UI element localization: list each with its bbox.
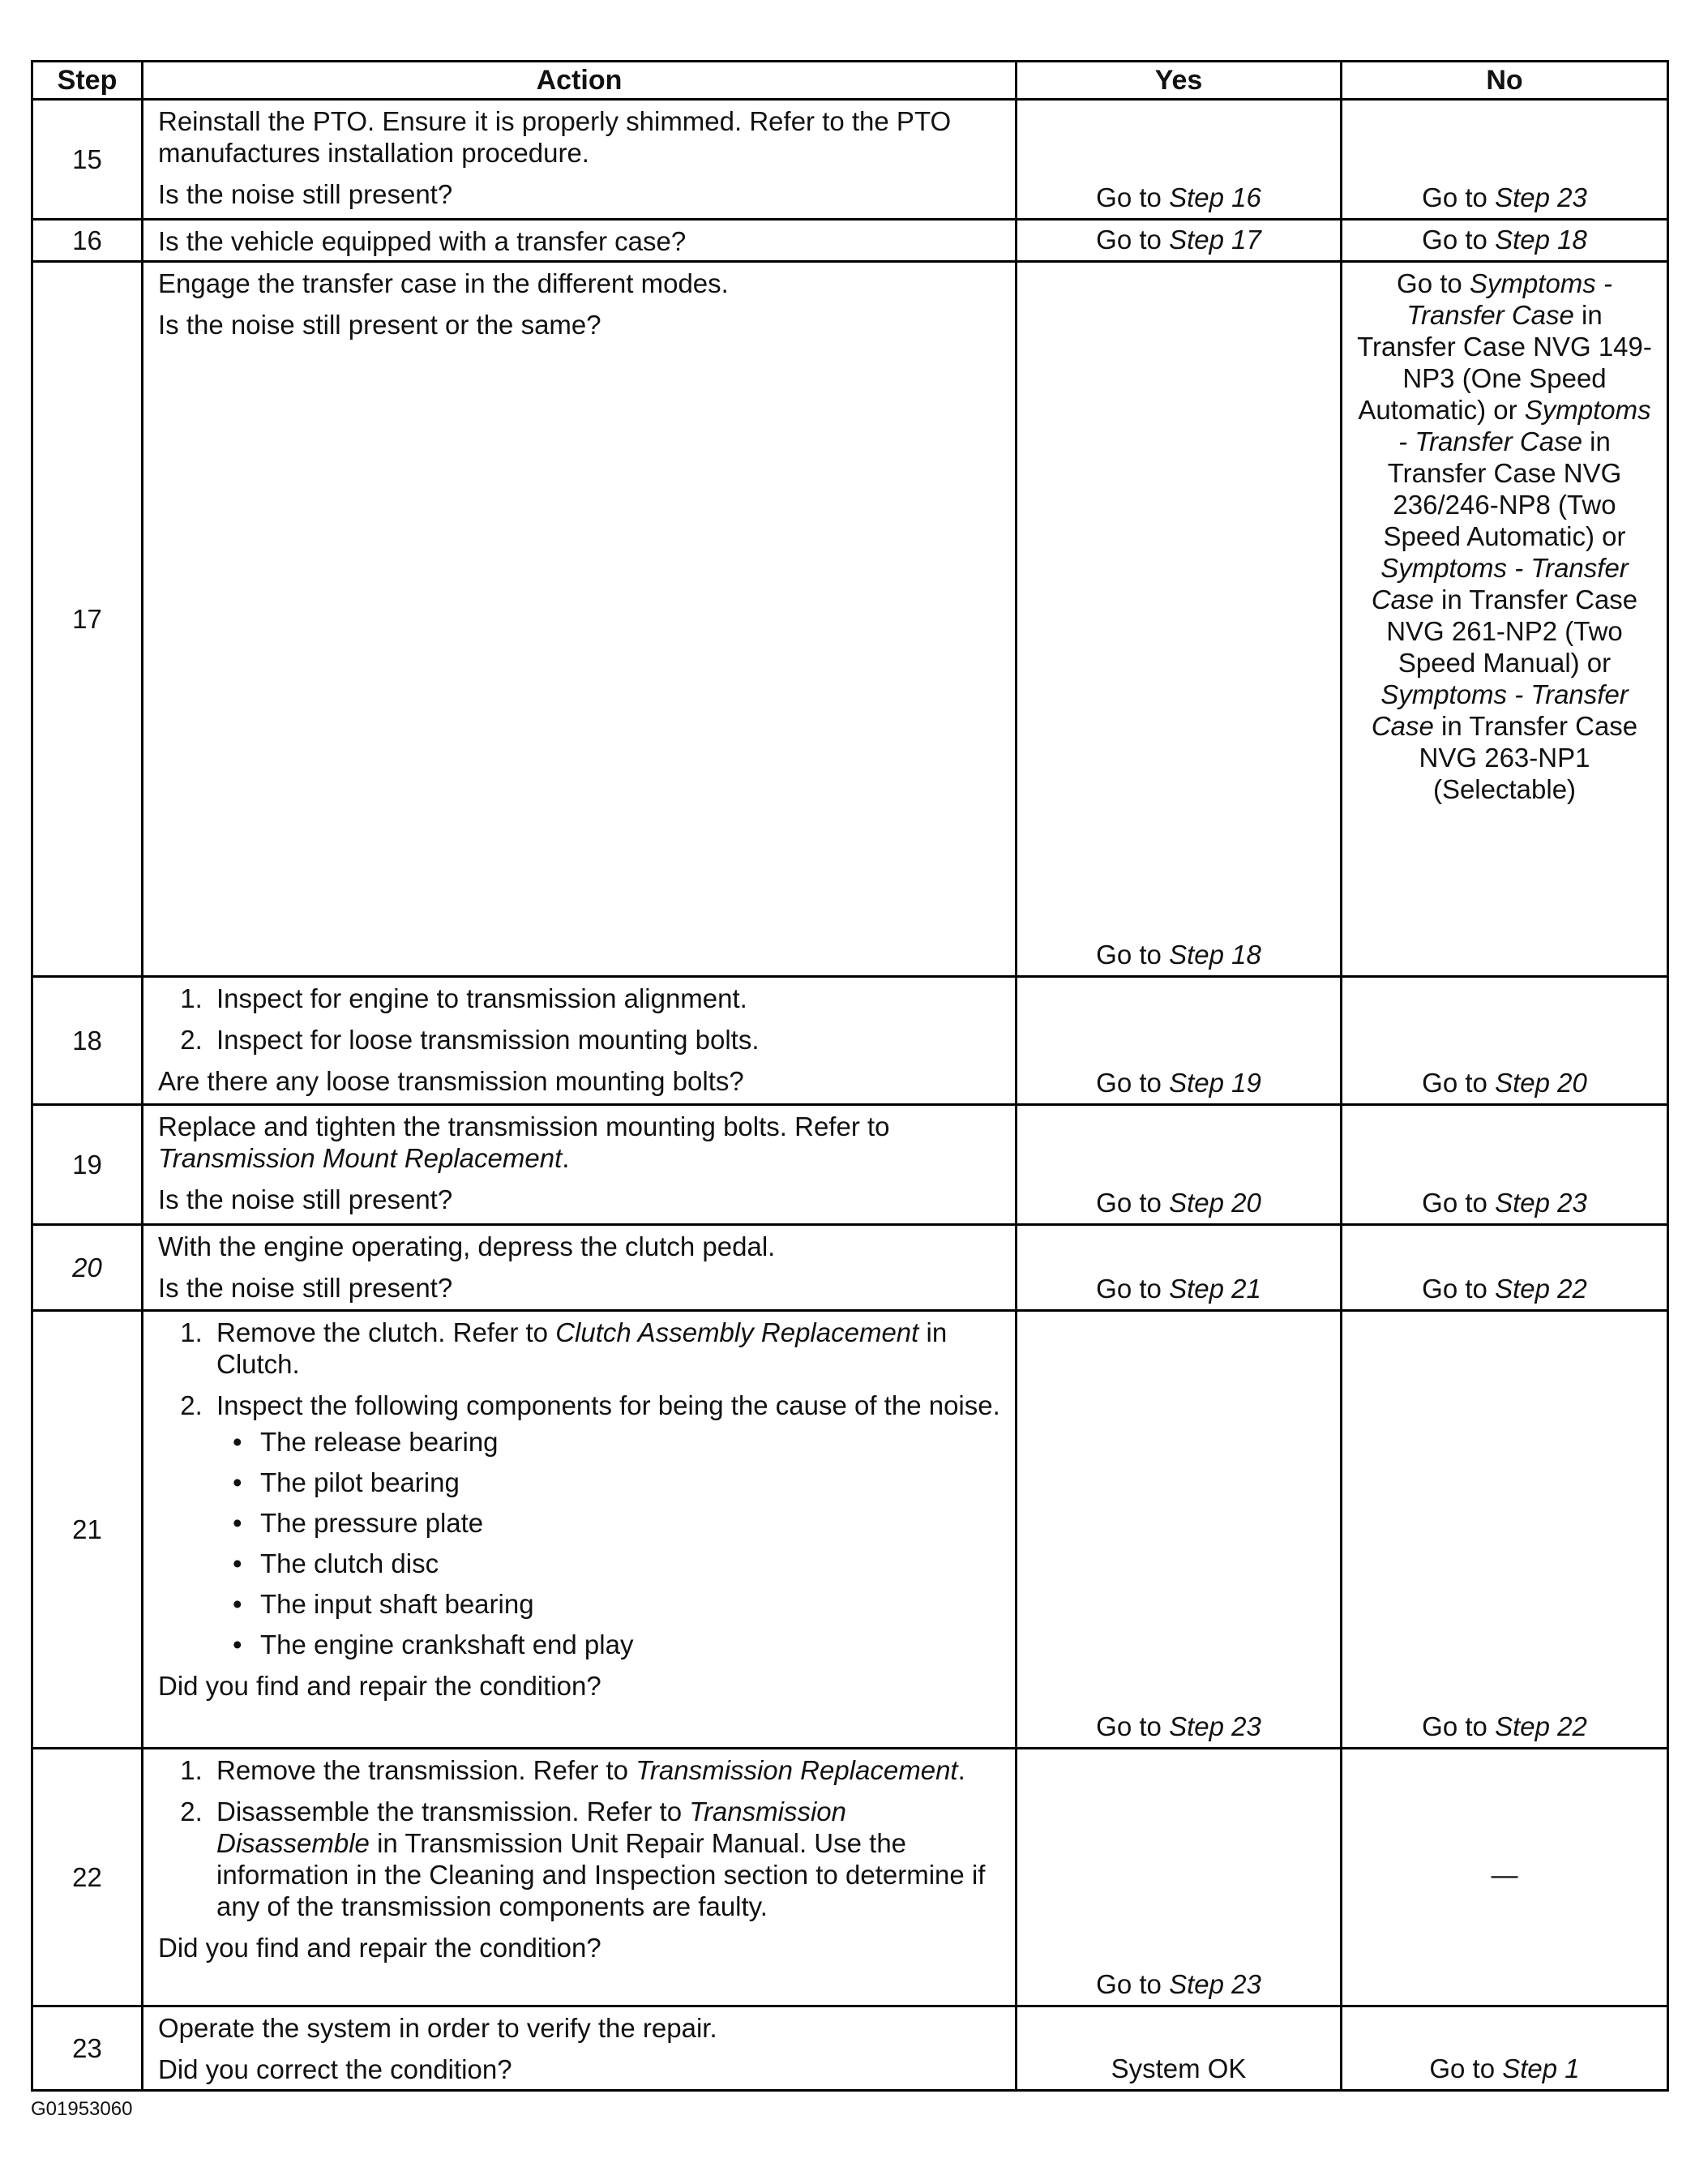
action-list — [158, 983, 1004, 1056]
action-cell — [143, 2006, 1017, 2091]
question-text: Did you find and repair the condition? — [158, 1671, 601, 1701]
procedure-link[interactable]: Transmission Replacement — [636, 1755, 958, 1785]
action-text-part: Replace and tighten the transmission mounting bolts. Refer to — [158, 1111, 890, 1141]
no-cell — [1342, 1311, 1668, 1749]
goto-prefix: Go to — [1422, 182, 1487, 212]
goto-prefix: Go to — [1422, 1188, 1487, 1218]
action-text: Engage the transfer case in the different modes. — [158, 268, 729, 298]
table-row-step-16 — [32, 220, 1668, 262]
goto-prefix: Go to — [1422, 225, 1487, 255]
action-list — [158, 1754, 1004, 1922]
table-row-step-22 — [32, 1749, 1668, 2006]
no-cell — [1342, 977, 1668, 1105]
yes-cell: System OK — [1017, 2006, 1342, 2091]
step-number — [32, 1225, 143, 1311]
question-text: Is the noise still present? — [158, 1184, 453, 1214]
step-number: 18 — [32, 977, 143, 1105]
step-link[interactable]: Step 17 — [1169, 225, 1261, 255]
list-item — [210, 1317, 1004, 1380]
no-cell — [1342, 220, 1668, 262]
goto-prefix: Go to — [1397, 268, 1462, 298]
goto-prefix: Go to — [1096, 1188, 1162, 1218]
action-list — [158, 1317, 1004, 1660]
yes-cell — [1017, 220, 1342, 262]
yes-cell — [1017, 1311, 1342, 1749]
list-item-text: in Clutch. — [216, 1317, 948, 1379]
question-text: Is the noise still present? — [158, 1273, 453, 1303]
list-item-text: in Transmission Unit Repair Manual. Use the information in the Cleaning and Inspection section to determine if any of the transmission components are faulty. — [216, 1828, 986, 1921]
action-text: With the engine operating, depress the clutch pedal. — [158, 1231, 776, 1261]
step-link[interactable]: Step 22 — [1495, 1274, 1587, 1304]
table-header-row — [32, 62, 1668, 100]
table-row-step-18 — [32, 977, 1668, 1105]
action-cell — [143, 1225, 1017, 1311]
step-number-text: 20 — [72, 1253, 102, 1283]
list-item-text: Disassemble the transmission. Refer to — [216, 1796, 683, 1826]
procedure-link[interactable]: Clutch Assembly Replacement — [555, 1317, 919, 1347]
procedure-link[interactable]: Transmission Disassemble — [216, 1796, 846, 1858]
table-row-step-23 — [32, 2006, 1668, 2091]
reference-text: in Transfer Case NVG 236/246-NP8 (Two Speed Automatic) or — [1383, 426, 1626, 551]
goto-prefix: Go to — [1429, 2053, 1496, 2083]
header-step: Step — [32, 62, 143, 100]
no-cell: — — [1342, 1749, 1668, 2006]
goto-prefix: Go to — [1422, 1068, 1487, 1098]
table-row-step-21 — [32, 1311, 1668, 1749]
list-item-text: Remove the transmission. Refer to — [216, 1755, 629, 1785]
step-link[interactable]: Step 23 — [1169, 1711, 1261, 1741]
yes-cell — [1017, 262, 1342, 977]
question-text: Did you correct the condition? — [158, 2054, 512, 2084]
action-cell — [143, 1749, 1017, 2006]
symptoms-link[interactable]: Symptoms - Transfer Case — [1371, 553, 1629, 615]
diagnostic-table — [31, 60, 1669, 2092]
goto-prefix: Go to — [1096, 225, 1162, 255]
goto-prefix: Go to — [1422, 1274, 1487, 1304]
step-link[interactable]: Step 23 — [1495, 1188, 1587, 1218]
yes-cell — [1017, 977, 1342, 1105]
reference-text: in Transfer Case NVG 261-NP2 (Two Speed Manual) or — [1386, 585, 1638, 678]
step-link[interactable]: Step 21 — [1169, 1274, 1261, 1304]
goto-prefix: Go to — [1422, 1711, 1487, 1741]
reference-text: in Transfer Case NVG 263-NP1 (Selectable) — [1419, 711, 1638, 804]
component-item: • The pilot bearing — [254, 1467, 1004, 1498]
no-cell — [1342, 262, 1668, 977]
goto-prefix: Go to — [1096, 1068, 1162, 1098]
step-link[interactable]: Step 18 — [1169, 940, 1261, 970]
action-cell — [143, 977, 1017, 1105]
table-row-step-17 — [32, 262, 1668, 977]
question-text: Are there any loose transmission mounting bolts? — [158, 1066, 744, 1096]
component-list — [216, 1426, 1004, 1660]
goto-prefix: Go to — [1096, 940, 1162, 970]
step-link[interactable]: Step 18 — [1495, 225, 1587, 255]
action-cell — [143, 100, 1017, 220]
procedure-link[interactable]: Transmission Mount Replacement — [158, 1143, 563, 1173]
yes-cell — [1017, 100, 1342, 220]
no-cell — [1342, 1105, 1668, 1225]
step-link[interactable]: Step 23 — [1495, 182, 1587, 212]
goto-prefix: Go to — [1096, 1711, 1162, 1741]
step-link[interactable]: Step 22 — [1495, 1711, 1587, 1741]
list-item — [210, 1796, 1004, 1922]
question-text: Did you find and repair the condition? — [158, 1933, 601, 1963]
component-item: • The engine crankshaft end play — [254, 1629, 1004, 1660]
table-row-step-20 — [32, 1225, 1668, 1311]
question-text: Is the noise still present? — [158, 179, 453, 209]
symptoms-link[interactable]: Symptoms - Transfer Case — [1406, 268, 1612, 330]
step-link[interactable]: Step 16 — [1169, 182, 1261, 212]
component-item: • The clutch disc — [254, 1548, 1004, 1579]
list-item — [210, 1390, 1004, 1660]
symptoms-link[interactable]: Symptoms - Transfer Case — [1398, 395, 1651, 456]
step-number: 16 — [32, 220, 143, 262]
list-item: 2. Inspect for loose transmission mounting bolts. — [210, 1024, 1004, 1056]
goto-prefix: Go to — [1096, 1274, 1162, 1304]
action-text: Reinstall the PTO. Ensure it is properly shimmed. Refer to the PTO manufactures installation procedure. — [158, 106, 952, 168]
question-text: Is the vehicle equipped with a transfer case? — [158, 226, 687, 256]
action-cell — [143, 220, 1017, 262]
symptoms-link[interactable]: Symptoms - Transfer Case — [1371, 679, 1629, 741]
step-number: 19 — [32, 1105, 143, 1225]
step-link[interactable]: Step 19 — [1169, 1068, 1261, 1098]
step-number: 15 — [32, 100, 143, 220]
list-item-text: Inspect the following components for being the cause of the noise. — [216, 1390, 1000, 1420]
step-link[interactable]: Step 1 — [1502, 2053, 1580, 2083]
step-number: 21 — [32, 1311, 143, 1749]
step-number: 23 — [32, 2006, 143, 2091]
step-link[interactable]: Step 23 — [1169, 1969, 1261, 1999]
figure-id: G01953060 — [31, 2098, 133, 2120]
goto-prefix: Go to — [1096, 1969, 1162, 1999]
step-link[interactable]: Step 20 — [1495, 1068, 1587, 1098]
step-number: 17 — [32, 262, 143, 977]
question-text: Is the noise still present or the same? — [158, 310, 601, 340]
list-item: 1. Remove the transmission. Refer to Transmission Replacement. — [210, 1754, 1004, 1786]
goto-prefix: Go to — [1096, 182, 1162, 212]
component-item: • The input shaft bearing — [254, 1588, 1004, 1620]
table-row-step-19 — [32, 1105, 1668, 1225]
yes-cell — [1017, 1749, 1342, 2006]
step-link[interactable]: Step 20 — [1169, 1188, 1261, 1218]
header-yes: Yes — [1017, 62, 1342, 100]
action-text: Replace and tighten the transmission mounting bolts. Refer to Transmission Mount Replacement. — [158, 1111, 890, 1173]
list-item: 1. Inspect for engine to transmission alignment. — [210, 983, 1004, 1014]
no-cell — [1342, 100, 1668, 220]
step-number: 22 — [32, 1749, 143, 2006]
header-action: Action — [143, 62, 1017, 100]
yes-cell — [1017, 1105, 1342, 1225]
reference-text: in Transfer Case NVG 149-NP3 (One Speed Automatic) or — [1357, 300, 1652, 425]
yes-cell — [1017, 1225, 1342, 1311]
no-cell — [1342, 2006, 1668, 2091]
action-cell — [143, 1105, 1017, 1225]
list-item-text: Remove the clutch. Refer to — [216, 1317, 549, 1347]
action-cell — [143, 262, 1017, 977]
no-cell — [1342, 1225, 1668, 1311]
header-no: No — [1342, 62, 1668, 100]
table-row-step-15 — [32, 100, 1668, 220]
action-text: Operate the system in order to verify the repair. — [158, 2013, 717, 2043]
action-cell — [143, 1311, 1017, 1749]
component-item: • The pressure plate — [254, 1507, 1004, 1539]
component-item: • The release bearing — [254, 1426, 1004, 1458]
